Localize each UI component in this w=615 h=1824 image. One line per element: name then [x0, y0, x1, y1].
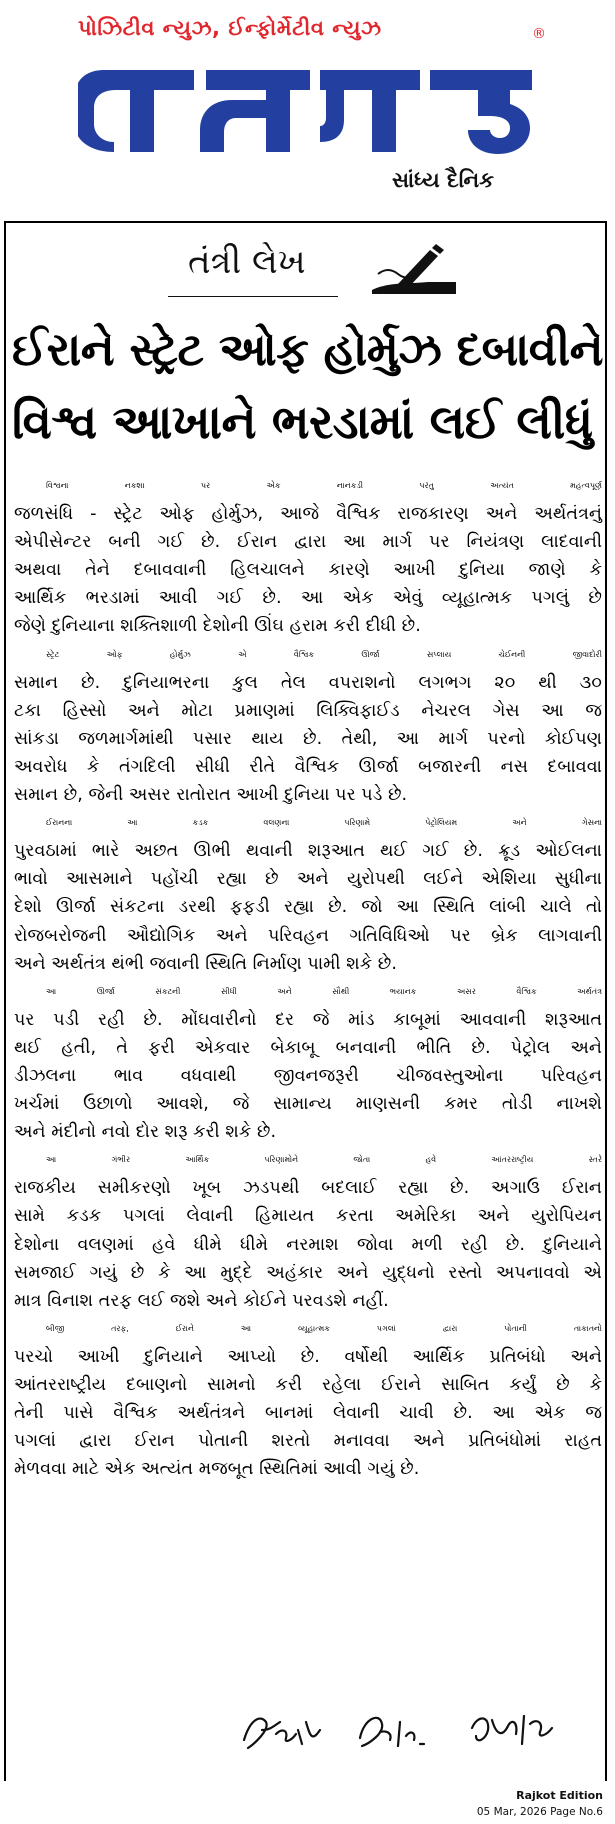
article-line: પુરવઠામાં ભારે અછત ઊભી થવાની શરૂઆત થઈ ગઈ છે. ક્રૂડ ઓઈલના [14, 841, 602, 862]
article-line: રોજબરોજની ઔદ્યોગિક અને પરિવહન ગતિવિધિઓ પર બ્રેક લાગવાની [14, 925, 602, 946]
article-paragraph [14, 978, 602, 1147]
article-line: સમાન છે. દુનિયાભરના કુલ તેલ વપરાશનો લગભગ ૨૦ થી ૩૦ [14, 672, 602, 693]
article-line: વિશ્વના નકશા પર એક નાનકડી પરંતુ અત્યંત મહત્વપૂર્ણ [46, 481, 602, 490]
masthead-subtitle: સાંધ્ય દૈનિક [392, 168, 494, 192]
section-label: તંત્રી લેખ [188, 242, 306, 282]
article-line: ખર્ચમાં ઉછાળો આવશે, જે સામાન્ય માણસની કમર તોડી નાખશે [14, 1094, 602, 1115]
newspaper-logo [78, 52, 538, 172]
article-paragraph [14, 641, 602, 810]
article-line: આ ગંભીર આર્થિક પરિણામોને જોતા હવે આંતરરાષ્ટ્રીય સ્તરે [46, 1155, 602, 1165]
article-line: આર્થિક ભરડામાં આવી ગઈ છે. આ એક એવું વ્યૂહાત્મક પગલું છે [14, 588, 602, 609]
article-line: પરચો આખી દુનિયાને આપ્યો છે. વર્ષોથી આર્થિક પ્રતિબંધો અને [14, 1346, 602, 1367]
date-page-label: 05 Mar, 2026 Page No.6 [476, 1806, 603, 1818]
article-line: સાંકડા જળમાર્ગમાંથી પસાર થાય છે. તેથી, આ માર્ગ પરનો કોઈપણ [14, 728, 602, 749]
masthead [0, 0, 615, 215]
article-line: જળસંધિ - સ્ટ્રેટ ઓફ હોર્મુઝ, આજે વૈશ્વિક રાજકારણ અને અર્થતંત્રનું [14, 504, 602, 525]
article-line: દેશોના વલણમાં હવે ધીમે ધીમે નરમાશ જોવા મળી રહી છે. દુનિયાને [14, 1234, 602, 1255]
article-line: સમજાઈ ગયું છે કે આ મુદ્દે અહંકાર અને યુદ્ધનો રસ્તો અપનાવવો એ [14, 1262, 602, 1283]
article-line: માત્ર વિનાશ તરફ લઈ જશે અને કોઈને પરવડશે નહીં. [14, 1290, 389, 1311]
editor-signature [240, 1700, 580, 1764]
article-paragraph [14, 1315, 602, 1484]
article-line: ઈરાનના આ કડક વલણના પરિણામે પેટ્રોલિયમ અને ગેસના [46, 818, 602, 828]
masthead-tagline: પોઝિટીવ ન્યુઝ, ઈન્ફોર્મેટીવ ન્યુઝ [78, 16, 382, 40]
article-line: દેશો ઊર્જા સંકટના ડરથી ફફડી રહ્યા છે. જો આ સ્થિતિ લાંબી ચાલે તો [14, 897, 602, 918]
article-body [14, 472, 602, 1483]
article-paragraph [14, 1146, 602, 1315]
article-paragraph [14, 472, 602, 641]
article-line: અવરોધ કે તંગદિલી સીધી રીતે વૈશ્વિક ઊર્જા બજારની નસ દબાવવા [14, 756, 602, 777]
article-line: પગલાં દ્વારા ઈરાન પોતાની શરતો મનાવવા અને પ્રતિબંધોમાં રાહત [14, 1431, 602, 1452]
article-line: થઈ હતી, તે ફરી એકવાર બેકાબૂ બનવાની ભીતિ છે. પેટ્રોલ અને [14, 1037, 602, 1058]
registered-mark: ® [532, 26, 546, 42]
article-line: સમાન છે, જેની અસર રાતોરાત આખી દુનિયા પર પડે છે. [14, 785, 408, 806]
article-line: ભાવો આસમાને પહોંચી રહ્યા છે અને યુરોપથી લઈને એશિયા સુધીના [14, 869, 602, 890]
article-paragraph [14, 809, 602, 978]
article-line: ટકા હિસ્સો અને મોટા પ્રમાણમાં લિક્વિફાઈડ નેચરલ ગેસ આ જ [14, 700, 602, 721]
article-line: ડીઝલના ભાવ વધવાથી જીવનજરૂરી ચીજવસ્તુઓના પરિવહન [14, 1065, 602, 1086]
article-line: અને મંદીનો નવો દોર શરૂ કરી શકે છે. [14, 1122, 277, 1143]
article-line: રાજકીય સમીકરણો ખૂબ ઝડપથી બદલાઈ રહ્યા છે. અગાઉ ઈરાન [14, 1178, 602, 1199]
headline-line-2: વિશ્વ આખાને ભરડામાં લઈ લીધું [12, 395, 593, 450]
article-line: બીજી તરફ, ઈરાને આ વ્યૂહાત્મક પગલાં દ્વારા પોતાની તાકાતનો [46, 1323, 602, 1333]
pen-writing-icon [368, 244, 460, 300]
section-underline [168, 296, 338, 297]
article-line: સામે કડક પગલાં લેવાની હિમાયત કરતા અમેરિકા અને યુરોપિયન [14, 1206, 602, 1227]
article-line: તેની પાસે વૈશ્વિક અર્થતંત્રને બાનમાં લેવાની ચાવી છે. આ એક જ [14, 1403, 602, 1424]
article-line: સ્ટ્રેટ ઓફ હોર્મુઝ એ વૈશ્વિક ઊર્જા સપ્લાય ચેઈનની જીવાદોરી [46, 649, 602, 659]
article-line: પર પડી રહી છે. મોંઘવારીનો દર જે માંડ કાબૂમાં આવવાની શરૂઆત [14, 1009, 602, 1030]
headline-line-1: ઈરાને સ્ટ્રેટ ઓફ હોર્મુઝ દબાવીને [12, 323, 604, 376]
article-line: આંતરરાષ્ટ્રીય દબાણનો સામનો કરી રહેલા ઈરાને સાબિત કર્યું છે કે [14, 1375, 602, 1395]
article-line: આ ઊર્જા સંકટની સીધી અને સૌથી ભયાનક અસર વૈશ્વિક અર્થતંત્ર [46, 986, 602, 996]
article-line: અને અર્થતંત્ર થંભી જવાની સ્થિતિ નિર્માણ પામી શકે છે. [14, 953, 397, 974]
article-line: જેણે દુનિયાના શક્તિશાળી દેશોની ઊંઘ હરામ કરી દીધી છે. [14, 616, 421, 637]
article-line: મેળવવા માટે એક અત્યંત મજબૂત સ્થિતિમાં આવી ગયું છે. [14, 1459, 420, 1480]
article-line: એપીસેન્ટર બની ગઈ છે. ઈરાન દ્વારા આ માર્ગ પર નિયંત્રણ લાદવાની [14, 532, 602, 553]
article-line: અથવા તેને દબાવવાની હિલચાલને કારણે આખી દુનિયા જાણે કે [14, 560, 602, 581]
edition-label: Rajkot Edition [516, 1789, 603, 1802]
